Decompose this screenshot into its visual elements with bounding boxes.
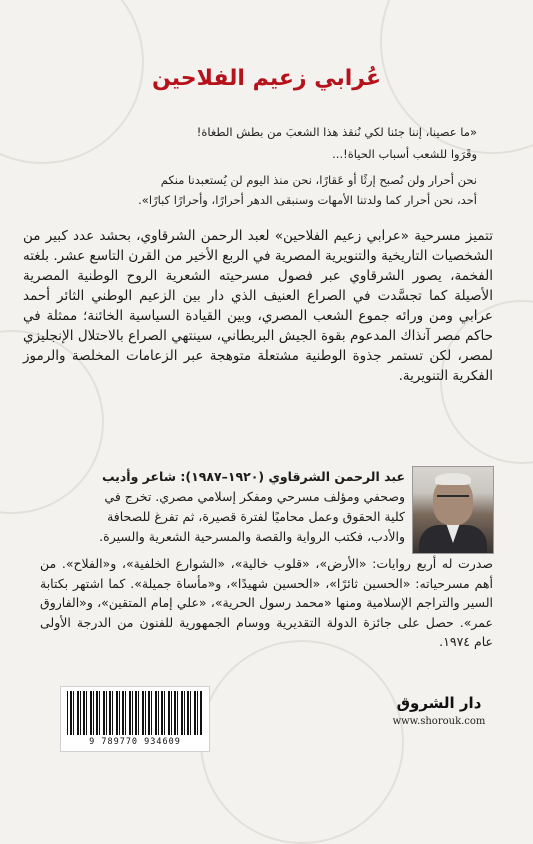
author-photo bbox=[412, 466, 494, 554]
quote-line: أحد، نحن أحرار كما ولدتنا الأمهات وسنبقى الدهر أحرارًا، وأحرارًا كبارًا». bbox=[138, 193, 477, 207]
publisher-website: www.shorouk.com bbox=[392, 716, 486, 727]
author-bio-continuation: صدرت له أربع روايات: «الأرض»، «قلوب خالية»، «الشوارع الخلفية»، و«الفلاح». من أهم مسرحياته: «الحسين ثائرًا»، «الحسين شهيدًا»، و«مأساة جميلة». كما اشتهر بكتابة السير والتراجم الإسلامية ومنها «محمد رسول الحرية»، «علي إمام المتقين»، و«الفاروق عمر». حصل على جائزة الدولة التقديرية ووسام الجمهورية للفنون من الدرجة الأولى عام ١٩٧٤. bbox=[40, 556, 493, 649]
author-bio-line: وصحفي ومؤلف مسرحي ومفكر إسلامي مصري. تخرج في bbox=[104, 489, 405, 504]
book-title: عُرابي زعيم الفلاحين bbox=[152, 66, 381, 91]
author-photo-glasses bbox=[437, 495, 469, 505]
author-bio-line: كلية الحقوق وعمل محاميًا لفترة قصيرة، ثم تفرغ للصحافة bbox=[107, 509, 405, 524]
background-ornament bbox=[200, 640, 404, 844]
book-description: تتميز مسرحية «عرابي زعيم الفلاحين» لعبد الرحمن الشرقاوي، بحشد عدد كبير من الشخصيات التاريخية والتنويرية المصرية في الربع الأخير من القرن التاسع عشر. بلغته الفخمة، يصور الشرقاوي عبر فصول مسرحيته الشعرية الروح الوطنية المصرية الأصيلة كما تجسَّدت في الصراع العنيف الذي دار بين الزعيم الوطني الثائر أحمد عرابي ومن ورائه جموع الشعب المصري، وبين القيادة السياسية الخائنة؛ ممثلة في حاكم مصر آنذاك المدعوم بقوة الجيش البريطاني، سينتهي الصراع بالاحتلال الإنجليزي لمصر، لكن تستمر جذوة الوطنية مشتعلة متوهجة عبر الزعامات المخلصة والرموز الفكرية التنويرية. bbox=[23, 228, 493, 384]
author-bio-line: عبد الرحمن الشرقاوي (١٩٢٠–١٩٨٧): شاعر وأديب bbox=[101, 469, 405, 484]
quote-line: وقَرَوا للشعب أسباب الحياة!... bbox=[332, 147, 477, 161]
barcode-bars bbox=[67, 691, 203, 735]
author-bio-line: والأدب، فكتب الرواية والقصة والمسرحية الشعرية والسيرة. bbox=[99, 529, 405, 544]
author-photo-hair bbox=[435, 473, 471, 485]
quote-line: «ما عصينا، إننا جئنا لكي نُنقذ هذا الشعبَ من بطش الطغاة! bbox=[196, 125, 477, 139]
barcode-number: 9 789770 934609 bbox=[89, 737, 181, 747]
publisher-logo: دار الشروق bbox=[396, 694, 482, 712]
isbn-barcode bbox=[60, 686, 210, 752]
quote-line: نحن أحرار ولن نُصبح إرثًا أو عَقارًا، نحن منذ اليوم لن يُستعبدنا منكم bbox=[160, 173, 477, 187]
